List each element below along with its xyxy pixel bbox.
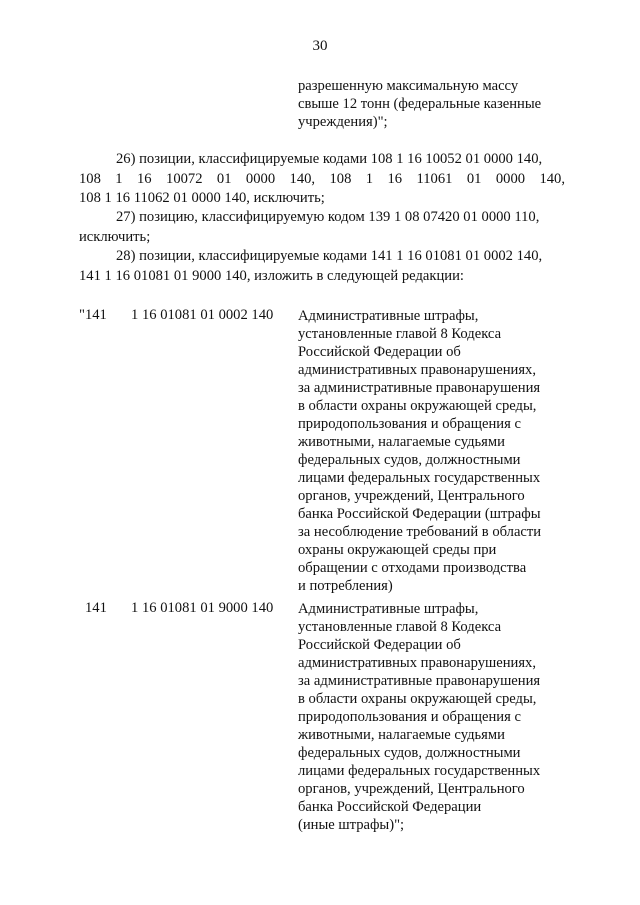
text-line: лицами федеральных государственных — [298, 470, 541, 486]
text-line: Российской Федерации об — [298, 344, 461, 360]
text-line: в области охраны окружающей среды, — [298, 691, 537, 707]
text-line: в области охраны окружающей среды, — [298, 398, 537, 414]
page-number: 30 — [312, 38, 328, 54]
text-line: за административные правонарушения — [298, 673, 541, 689]
text-line: (иные штрафы)"; — [298, 817, 405, 833]
text-line: административных правонарушениях, — [298, 362, 536, 378]
text-line: животными, налагаемые судьями — [298, 434, 505, 450]
text-line: учреждения)"; — [298, 114, 388, 131]
text-line: 27) позицию, классифицируемую кодом 139 1 08 07420 01 0000 110, — [116, 209, 540, 225]
row-description — [298, 307, 566, 595]
text-line: природопользования и обращения с — [298, 709, 521, 725]
text-line: и потребления) — [298, 578, 393, 594]
text-line: Административные штрафы, — [298, 601, 479, 617]
text-line: за административные правонарушения — [298, 380, 541, 396]
text-line: за несоблюдение требований в области — [298, 524, 542, 540]
text-line: охраны окружающей среды при — [298, 542, 497, 558]
text-line: банка Российской Федерации — [298, 799, 482, 815]
text-line: природопользования и обращения с — [298, 416, 521, 432]
text-line: органов, учреждений, Центрального — [298, 488, 525, 504]
text-line: федеральных судов, должностными — [298, 745, 521, 761]
text-line: органов, учреждений, Центрального — [298, 781, 525, 797]
classification-code: 1 16 01081 01 9000 140 — [131, 600, 274, 616]
row-description — [298, 600, 566, 834]
continuation-text — [298, 77, 598, 132]
text-line: Административные штрафы, — [298, 308, 479, 324]
text-line: Российской Федерации об — [298, 637, 461, 653]
text-line: установленные главой 8 Кодекса — [298, 326, 502, 342]
text-line: обращении с отходами производства — [298, 560, 527, 576]
text-line: исключить; — [79, 228, 151, 245]
text-line: 141 1 16 01081 01 9000 140, изложить в следующей редакции: — [79, 267, 464, 284]
paragraph-28 — [79, 247, 565, 286]
classification-code: 1 16 01081 01 0002 140 — [131, 307, 274, 323]
text-line: 108 1 16 11062 01 0000 140, исключить; — [79, 190, 325, 207]
paragraph-27 — [79, 208, 565, 247]
text-line: административных правонарушениях, — [298, 655, 536, 671]
text-line: животными, налагаемые судьями — [298, 727, 505, 743]
text-line: лицами федеральных государственных — [298, 763, 541, 779]
paragraph-26 — [79, 150, 565, 209]
text-line: установленные главой 8 Кодекса — [298, 619, 502, 635]
text-line: свыше 12 тонн (федеральные казенные — [298, 96, 542, 113]
text-line: 108 1 16 10072 01 0000 140, 108 1 16 11061 01 0000 140, — [79, 170, 565, 187]
text-line: разрешенную максимальную массу — [298, 78, 519, 94]
text-line: банка Российской Федерации (штрафы — [298, 506, 541, 522]
text-line: федеральных судов, должностными — [298, 452, 521, 468]
admin-code: 141 — [85, 600, 107, 616]
admin-code: "141 — [79, 307, 107, 323]
text-line: 28) позиции, классифицируемые кодами 141 1 16 01081 01 0002 140, — [116, 248, 543, 264]
text-line: 26) позиции, классифицируемые кодами 108 1 16 10052 01 0000 140, — [116, 151, 543, 167]
